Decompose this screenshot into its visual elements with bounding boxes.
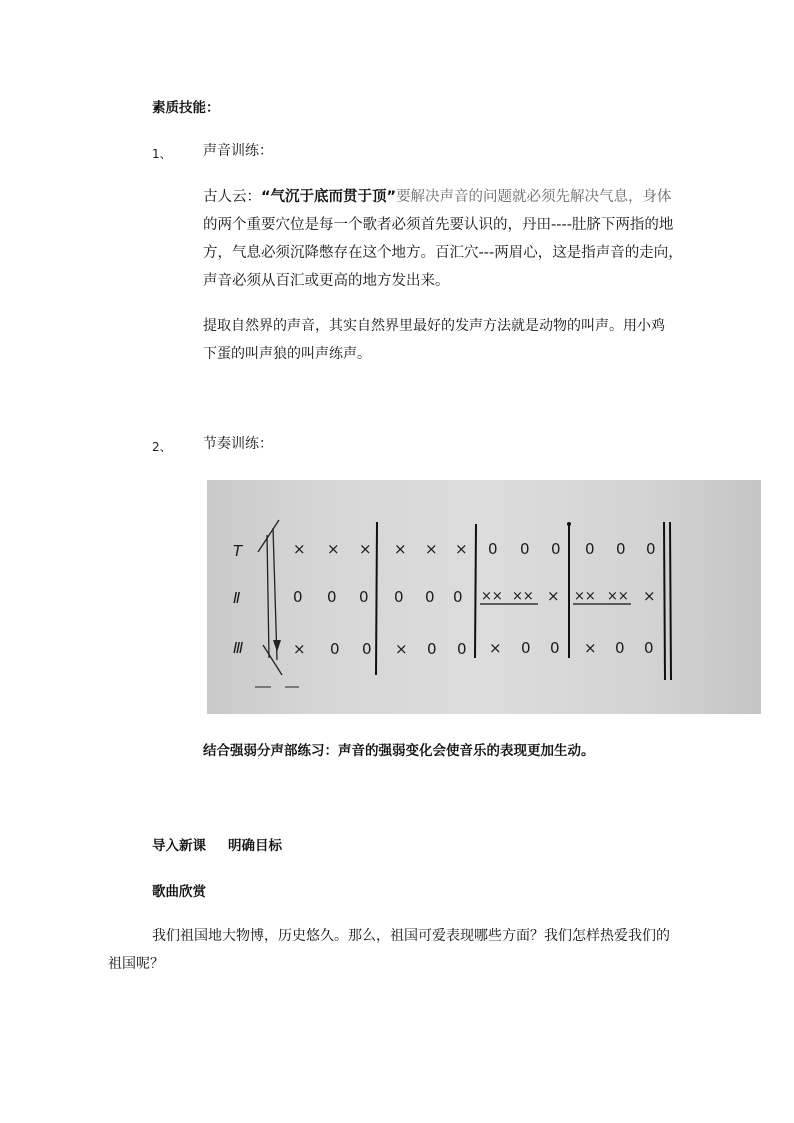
- note-r3-5: 0: [427, 640, 437, 658]
- rhythm-row-3: [293, 639, 654, 658]
- note-r1-1: ×: [293, 540, 306, 558]
- nature-paragraph-line2: 下蛋的叫声狼的叫声练声。: [203, 346, 371, 362]
- rhythm-sheet-photo: [207, 480, 761, 714]
- note-r2-12: ×: [643, 587, 656, 605]
- closing-line1: 我们祖国地大物博，历史悠久。那么，祖国可爱表现哪些方面？我们怎样热爱我们的: [152, 928, 670, 944]
- quote-rest: 要解决声音的问题就必须先解决气息，身体: [396, 189, 672, 205]
- rhythm-caption: 结合强弱分声部练习：声音的强弱变化会使音乐的表现更加生动。: [203, 743, 595, 759]
- quote-intro: 古人云：: [203, 189, 261, 205]
- note-r1-11: 0: [616, 540, 626, 558]
- note-r3-1: ×: [293, 640, 306, 658]
- section-heading-intro: [152, 834, 282, 854]
- heading-intro-b: 明确目标: [228, 838, 282, 854]
- arrow-head-icon: [273, 640, 281, 652]
- item-number-1: 1、: [152, 147, 172, 161]
- note-r2-9: ×: [547, 587, 560, 605]
- note-r3-12: 0: [644, 639, 654, 657]
- bar-line-1: [376, 522, 377, 675]
- note-r3-4: ×: [395, 640, 408, 658]
- item-title-rhythm-training: 节奏训练：: [203, 436, 273, 452]
- note-r1-4: ×: [394, 540, 407, 558]
- note-r2-11: ××: [607, 589, 629, 604]
- note-r2-3: 0: [359, 588, 369, 606]
- note-r1-3: ×: [359, 540, 372, 558]
- voice-paragraph-line2: 的两个重要穴位是每一个歌者必须首先要认识的，丹田----肚脐下两指的地: [203, 217, 674, 233]
- note-r2-10: ××: [574, 589, 596, 604]
- item-title-voice-training: 声音训练：: [203, 143, 273, 159]
- note-r1-9: 0: [551, 540, 561, 558]
- rhythm-row-2: [293, 587, 656, 606]
- double-bar-line-b: [670, 522, 671, 680]
- note-r3-2: 0: [330, 640, 340, 658]
- note-r2-2: 0: [327, 588, 337, 606]
- row-label-1: T: [233, 542, 243, 560]
- note-r1-7: 0: [488, 540, 498, 558]
- rhythm-row-1: [293, 540, 656, 558]
- note-r2-4: 0: [394, 588, 404, 606]
- closing-line2: 祖国呢？: [108, 956, 164, 972]
- diagonal-stroke-top: [258, 520, 279, 552]
- diagonal-stroke-bottom: [263, 645, 282, 675]
- note-r2-8: ××: [512, 589, 534, 604]
- bar-line-2: [475, 524, 476, 658]
- note-r3-9: 0: [550, 639, 560, 657]
- note-r2-5: 0: [425, 588, 435, 606]
- rhythm-sheet-drawing: [207, 480, 761, 714]
- section-heading-song: 歌曲欣赏: [152, 884, 206, 900]
- voice-paragraph-line1: [203, 183, 672, 211]
- voice-paragraph-line4: 声音必须从百汇或更高的地方发出来。: [203, 273, 450, 289]
- note-r2-7: ××: [481, 589, 503, 604]
- item-number-2: 2、: [152, 440, 172, 454]
- note-r3-6: 0: [457, 640, 467, 658]
- nature-paragraph-line1: 提取自然界的声音，其实自然界里最好的发声方法就是动物的叫声。用小鸡: [203, 318, 665, 334]
- row-label-2: Ⅱ: [233, 589, 241, 607]
- arrow-line-left: [267, 535, 269, 658]
- note-r1-12: 0: [646, 540, 656, 558]
- note-r1-6: ×: [455, 540, 468, 558]
- quote-text: “气沉于底而贯于顶”: [261, 189, 397, 205]
- row-label-3: Ⅲ: [233, 639, 244, 657]
- double-bar-line-a: [664, 522, 665, 680]
- note-r3-3: 0: [362, 640, 372, 658]
- note-r3-7: ×: [489, 639, 502, 657]
- note-r1-8: 0: [520, 540, 530, 558]
- note-r3-11: 0: [615, 639, 625, 657]
- bar-dot: [567, 522, 571, 526]
- note-r1-5: ×: [425, 540, 438, 558]
- note-r2-6: 0: [453, 588, 463, 606]
- heading-intro-a: 导入新课: [152, 838, 206, 854]
- note-r1-10: 0: [585, 540, 595, 558]
- note-r3-10: ×: [584, 639, 597, 657]
- note-r3-8: 0: [521, 639, 531, 657]
- note-r1-2: ×: [327, 540, 340, 558]
- voice-paragraph-line3: 方，气息必须沉降憋存在这个地方。百汇穴---两眉心，这是指声音的走向，: [203, 245, 683, 261]
- note-r2-1: 0: [293, 588, 303, 606]
- section-heading-skills: 素质技能：: [152, 100, 220, 116]
